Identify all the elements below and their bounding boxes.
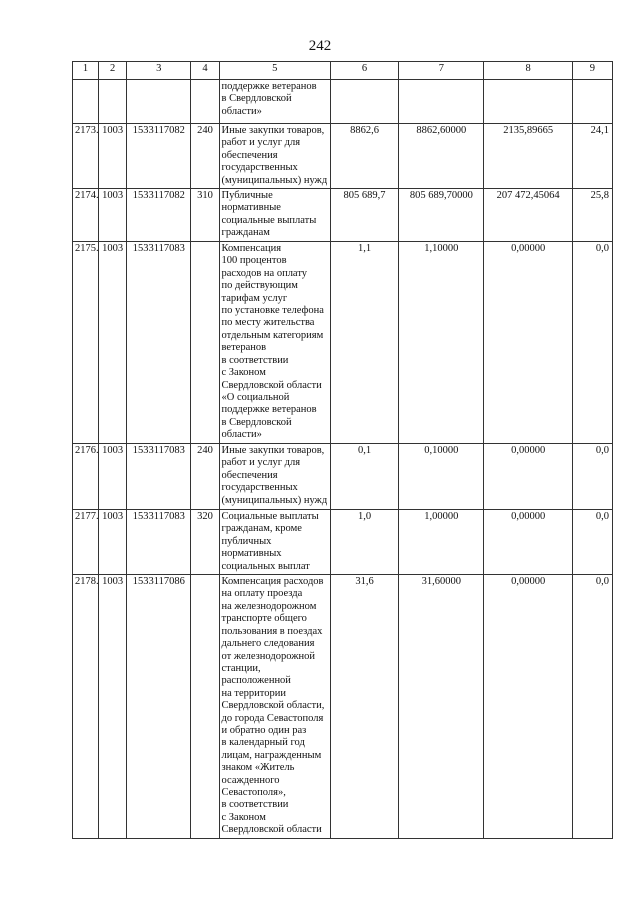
- table-header-row: [73, 62, 613, 80]
- section-code-cell: 1003: [99, 575, 127, 839]
- table-row: [73, 189, 613, 242]
- expense-kind-cell: [191, 242, 219, 444]
- description-cell: Иные закупки товаров, работ и услуг для обеспечения государственных (муниципальных) нужд: [219, 444, 330, 510]
- header-cell: 4: [191, 62, 219, 80]
- percent-cell: [572, 80, 612, 124]
- row-number-cell: 2177.: [73, 510, 99, 575]
- amount-cell-8: 0,00000: [484, 444, 572, 510]
- header-cell: 2: [99, 62, 127, 80]
- amount-cell-7: [399, 80, 484, 124]
- description-cell: Социальные выплаты гражданам, кроме публичных нормативных социальных выплат: [219, 510, 330, 575]
- expense-kind-cell: 320: [191, 510, 219, 575]
- amount-cell-8: [484, 80, 572, 124]
- section-code-cell: 1003: [99, 444, 127, 510]
- percent-cell: 25,8: [572, 189, 612, 242]
- target-code-cell: 1533117083: [127, 242, 191, 444]
- amount-cell-6: 0,1: [330, 444, 398, 510]
- amount-cell-8: 0,00000: [484, 242, 572, 444]
- header-cell: 3: [127, 62, 191, 80]
- row-number-cell: 2173.: [73, 124, 99, 189]
- header-cell: 6: [330, 62, 398, 80]
- header-cell: 7: [399, 62, 484, 80]
- target-code-cell: 1533117082: [127, 189, 191, 242]
- expense-kind-cell: [191, 80, 219, 124]
- percent-cell: 0,0: [572, 510, 612, 575]
- expense-kind-cell: [191, 575, 219, 839]
- expense-kind-cell: 240: [191, 124, 219, 189]
- percent-cell: 0,0: [572, 444, 612, 510]
- target-code-cell: 1533117083: [127, 510, 191, 575]
- amount-cell-6: 1,1: [330, 242, 398, 444]
- table-row: [73, 242, 613, 444]
- amount-cell-6: 31,6: [330, 575, 398, 839]
- target-code-cell: 1533117082: [127, 124, 191, 189]
- percent-cell: 0,0: [572, 575, 612, 839]
- row-number-cell: 2175.: [73, 242, 99, 444]
- expense-kind-cell: 240: [191, 444, 219, 510]
- section-code-cell: 1003: [99, 242, 127, 444]
- percent-cell: 0,0: [572, 242, 612, 444]
- description-cell: Компенсация 100 процентов расходов на оплату по действующим тарифам услуг по установке телефона по месту жительства отдельным категориям ветеранов в соответствии с Законом Свердловской области «О социальной поддержке ветеранов в Свердловской области»: [219, 242, 330, 444]
- amount-cell-8: 0,00000: [484, 575, 572, 839]
- amount-cell-7: 805 689,70000: [399, 189, 484, 242]
- amount-cell-6: 805 689,7: [330, 189, 398, 242]
- description-cell: Публичные нормативные социальные выплаты гражданам: [219, 189, 330, 242]
- amount-cell-7: 1,00000: [399, 510, 484, 575]
- table-row: [73, 575, 613, 839]
- row-number-cell: 2174.: [73, 189, 99, 242]
- amount-cell-6: 1,0: [330, 510, 398, 575]
- amount-cell-7: 8862,60000: [399, 124, 484, 189]
- page-number: 242: [308, 38, 332, 54]
- description-cell: поддержке ветеранов в Свердловской области»: [219, 80, 330, 124]
- target-code-cell: 1533117086: [127, 575, 191, 839]
- table-row: [73, 80, 613, 124]
- table-row: [73, 510, 613, 575]
- amount-cell-8: 2135,89665: [484, 124, 572, 189]
- amount-cell-7: 31,60000: [399, 575, 484, 839]
- target-code-cell: 1533117083: [127, 444, 191, 510]
- header-cell: 1: [73, 62, 99, 80]
- percent-cell: 24,1: [572, 124, 612, 189]
- header-cell: 5: [219, 62, 330, 80]
- header-cell: 8: [484, 62, 572, 80]
- row-number-cell: 2176.: [73, 444, 99, 510]
- header-cell: 9: [572, 62, 612, 80]
- amount-cell-6: 8862,6: [330, 124, 398, 189]
- section-code-cell: 1003: [99, 510, 127, 575]
- row-number-cell: 2178.: [73, 575, 99, 839]
- section-code-cell: [99, 80, 127, 124]
- budget-table: [72, 61, 613, 839]
- amount-cell-6: [330, 80, 398, 124]
- row-number-cell: [73, 80, 99, 124]
- section-code-cell: 1003: [99, 124, 127, 189]
- section-code-cell: 1003: [99, 189, 127, 242]
- amount-cell-7: 0,10000: [399, 444, 484, 510]
- amount-cell-8: 0,00000: [484, 510, 572, 575]
- amount-cell-7: 1,10000: [399, 242, 484, 444]
- description-cell: Компенсация расходов на оплату проезда на железнодорожном транспорте общего пользования в поездах дальнего следования от железнодорожной станции, расположенной на территории Свердловской области, до города Севастополя и обратно один раз в календарный год лицам, награжденным знаком «Житель осажденного Севастополя», в соответствии с Законом Свердловской области: [219, 575, 330, 839]
- description-cell: Иные закупки товаров, работ и услуг для обеспечения государственных (муниципальных) нужд: [219, 124, 330, 189]
- amount-cell-8: 207 472,45064: [484, 189, 572, 242]
- target-code-cell: [127, 80, 191, 124]
- table-row: [73, 444, 613, 510]
- expense-kind-cell: 310: [191, 189, 219, 242]
- table-row: [73, 124, 613, 189]
